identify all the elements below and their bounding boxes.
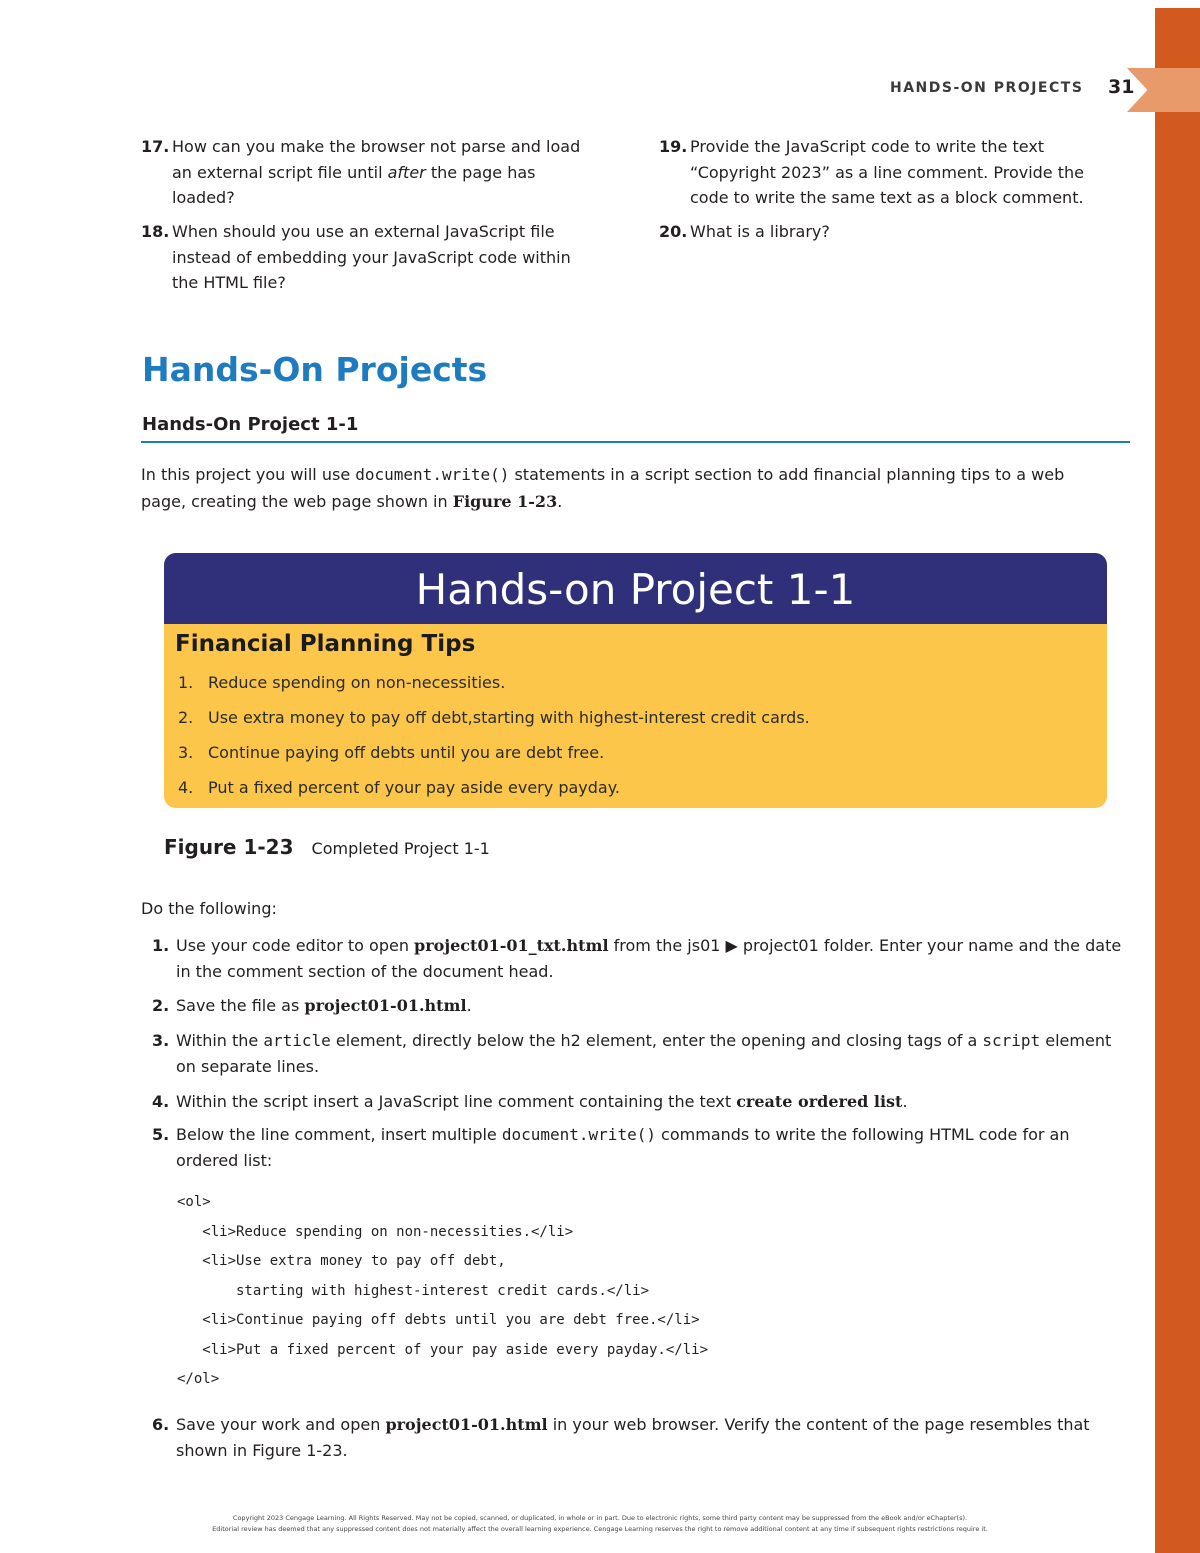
code-line: <li>Continue paying off debts until you are debt free.</li> [177,1312,700,1328]
question-number: 17. [141,137,170,156]
page-edge-sidebar [1155,8,1200,1553]
figure-caption-label: Figure 1-23 [164,835,294,859]
running-head: HANDS-ON PROJECTS [890,80,1084,96]
code-line: <li>Put a fixed percent of your pay aside every payday.</li> [177,1341,709,1358]
question-18: 18. When should you use an external JavaScript file instead of embedding your JavaScript code within the HTML file? [141,219,601,296]
step-6: 6. Save your work and open project01-01.html in your web browser. Verify the content of the page resembles that shown in Figure 1-23. [152,1415,1090,1460]
step-5: 5. Below the line comment, insert multiple document.write() commands to write the following HTML code for an ordered list: [152,1125,1070,1170]
question-17: 17. How can you make the browser not parse and load an external script file until after the page has loaded? [141,134,601,211]
figure-screenshot [164,553,1107,808]
step-3: 3. Within the article element, directly below the h2 element, enter the opening and closing tags of a script element on separate lines. [152,1031,1112,1076]
code-line: <ol> [177,1194,211,1210]
question-20: 20. What is a library? [659,219,1109,245]
instructions-lead: Do the following: [141,899,277,918]
code-line: starting with highest-interest credit cards.</li> [177,1282,650,1299]
list-item: 4. Put a fixed percent of your pay aside every payday. [178,778,620,797]
figure-subtitle: Financial Planning Tips [175,631,476,657]
question-number: 19. [659,137,688,156]
intro-paragraph: In this project you will use document.write() statements in a script section to add financial planning tips to a web page, creating the web page shown in Figure 1-23. [141,465,1065,511]
page-number: 31 [1108,76,1135,98]
figure-tips-list [164,673,810,808]
question-number: 20. [659,222,688,241]
figure-banner: Hands-on Project 1-1 [164,553,1107,624]
section-title: Hands-On Projects [142,350,488,389]
code-line: <li>Reduce spending on non-necessities.</li> [177,1223,574,1240]
list-item: 3. Continue paying off debts until you are debt free. [178,743,605,762]
step-4: 4. Within the script insert a JavaScript line comment containing the text create ordered list. [152,1092,908,1111]
section-rule [141,441,1130,443]
page-tab-marker [1127,68,1200,112]
copyright-footer-line-1: Copyright 2023 Cengage Learning. All Rights Reserved. May not be copied, scanned, or duplicated, in whole or in part. Due to electronic rights, some third party content may be suppressed from the eBook and/or eChapter(s). [232,1514,968,1522]
copyright-footer-line-2: Editorial review has deemed that any suppressed content does not materially affect the overall learning experience. Cengage Learning reserves the right to remove additional content at any time if subsequent rights restrictions require it. [212,1525,988,1533]
step-2: 2. Save the file as project01-01.html. [152,996,472,1015]
code-line: </ol> [177,1371,220,1387]
project-title: Hands-On Project 1-1 [142,414,359,435]
figure-caption [164,835,490,859]
list-item: 2. Use extra money to pay off debt,starting with highest-interest credit cards. [178,708,810,727]
figure-caption-text: Completed Project 1-1 [311,839,490,858]
code-block [177,1194,708,1401]
question-19: 19. Provide the JavaScript code to write the text “Copyright 2023” as a line comment. Provide the code to write the same text as a block comment. [659,134,1109,211]
question-number: 18. [141,222,170,241]
list-item: 1. Reduce spending on non-necessities. [178,673,506,692]
step-1: 1. Use your code editor to open project01-01_txt.html from the js01 ▶ project01 folder. Enter your name and the date in the comment section of the document head. [152,936,1122,981]
code-line: <li>Use extra money to pay off debt, [177,1253,506,1269]
